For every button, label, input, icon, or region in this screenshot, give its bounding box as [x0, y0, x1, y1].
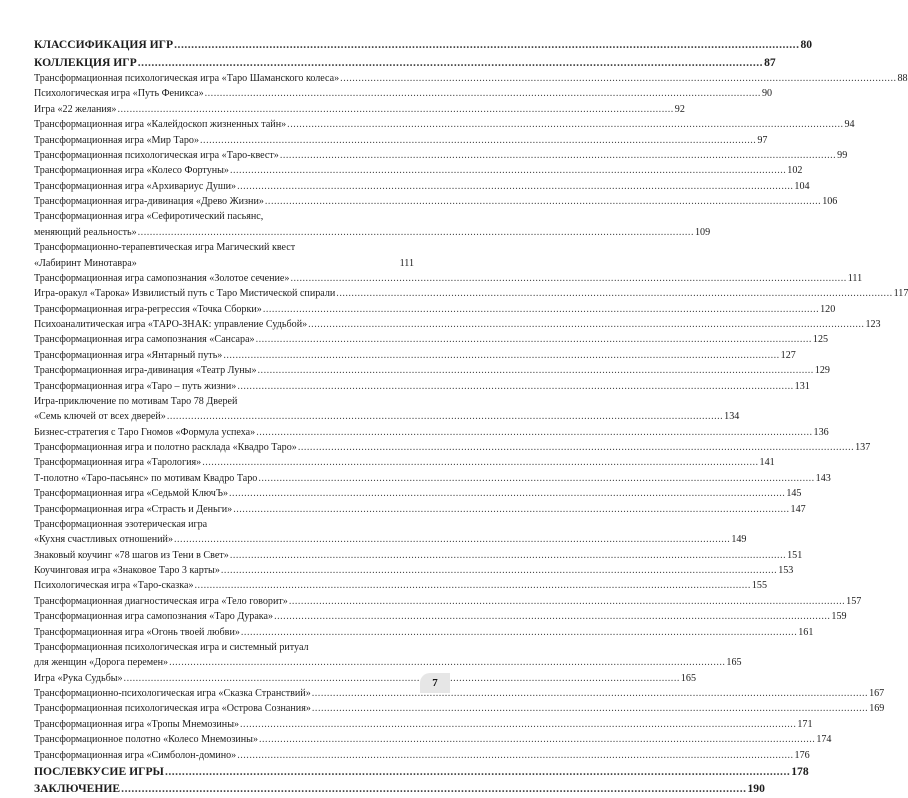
- toc-entry: [34, 240, 414, 255]
- toc-entry: [34, 548, 803, 563]
- toc-entry-title: Коучинговая игра «Знаковое Таро 3 карты»: [34, 565, 220, 576]
- toc-page-number: 137: [855, 442, 871, 453]
- toc-entry-title: Трансформационная игра «Таро – путь жизни»: [34, 380, 237, 392]
- toc-entry: [34, 425, 829, 440]
- toc-leader-dots: [336, 286, 892, 301]
- toc-entry: [34, 394, 414, 409]
- toc-entry: [34, 163, 803, 178]
- toc-entry: [34, 502, 806, 517]
- toc-entry-title: Трансформационная игра «Архивариус Души»: [34, 180, 237, 192]
- toc-leader-dots: [138, 225, 694, 240]
- toc-entry: [34, 748, 810, 763]
- toc-page-number: 190: [747, 782, 765, 796]
- toc-leader-dots: [280, 148, 836, 163]
- toc-page-number: 111: [399, 257, 414, 269]
- toc-entry-title: Трансформационная эзотерическая игра: [34, 518, 208, 530]
- toc-section-heading: [34, 781, 765, 798]
- toc-entry: [34, 317, 881, 332]
- toc-entry-title: Трансформационная игра «Колесо Фортуны»: [34, 165, 229, 177]
- toc-leader-dots: [233, 502, 789, 517]
- toc-entry-title: Трансформационная игра «Калейдоскоп жизненных тайн»: [34, 119, 287, 131]
- toc-page-number: 157: [846, 595, 862, 607]
- toc-page-number: 88: [897, 73, 908, 84]
- toc-entry-title: «Кухня счастливых отношений»: [34, 534, 173, 546]
- toc-entry-title: для женщин «Дорога перемен»: [34, 657, 169, 669]
- toc-page-number: 125: [812, 334, 829, 346]
- toc-page-number: 109: [694, 226, 711, 238]
- toc-page-number: 129: [814, 365, 830, 377]
- toc-entry-title: меняющий реальность»: [34, 226, 137, 238]
- toc-entry-title: «Лабиринт Минотавра»: [34, 257, 137, 269]
- toc-leader-dots: [121, 781, 746, 798]
- toc-entry-title: Трансформационная игра самопознания «Золотое сечение»: [34, 272, 290, 284]
- toc-page-number: 104: [794, 180, 810, 192]
- toc-entry: [34, 609, 847, 624]
- toc-page-number: 92: [674, 103, 685, 115]
- toc-entry: [34, 471, 831, 486]
- toc-entry-title: Трансформационная психологическая игра «Острова Сознания»: [34, 703, 311, 715]
- toc-entry-title: Трансформационное полотно «Колесо Мнемозины»: [34, 734, 258, 746]
- toc-leader-dots: [124, 671, 680, 686]
- toc-entry-title: Трансформационная игра и полотно расклада «Квадро Таро»: [34, 442, 297, 453]
- toc-page-number: 171: [797, 718, 813, 730]
- toc-page-number: 123: [865, 319, 881, 330]
- toc-entry-title: Трансформационная игра «Янтарный путь»: [34, 349, 223, 361]
- toc-entry-title: Трансформационно-психологическая игра «Сказка Странствий»: [34, 688, 311, 699]
- toc-leader-dots: [200, 133, 756, 148]
- toc-page-number: 167: [869, 688, 885, 699]
- toc-entry: [34, 455, 775, 470]
- toc-leader-dots: [263, 302, 819, 317]
- toc-leader-dots: [237, 179, 793, 194]
- toc-entry-title: Трансформационная игра «Мир Таро»: [34, 134, 200, 146]
- toc-section-heading: [34, 55, 776, 72]
- toc-entry-title: КОЛЛЕКЦИЯ ИГР: [34, 55, 137, 69]
- toc-entry-title: Игра «Рука Судьбы»: [34, 672, 123, 684]
- toc-entry: [34, 563, 794, 578]
- toc-entry: [34, 363, 830, 378]
- toc-entry-title: Трансформационная игра самопознания «Сансара»: [34, 334, 255, 346]
- toc-page-number: 87: [764, 55, 776, 69]
- toc-leader-dots: [205, 86, 761, 101]
- toc-entry: [34, 701, 885, 716]
- toc-page-number: 131: [794, 380, 810, 392]
- toc-entry: [34, 732, 832, 747]
- toc-entry-title: Игра «22 желания»: [34, 103, 117, 115]
- toc-entry-title: Трансформационная игра «Таролoгия»: [34, 457, 202, 469]
- toc-leader-dots: [169, 655, 725, 670]
- toc-entry-title: Трансформационная игра «Седьмой КлючЪ»: [34, 488, 229, 500]
- toc-entry-title: Психоаналитическая игра «ТАРО-ЗНАК: управление Судьбой»: [34, 319, 308, 330]
- toc-leader-dots: [312, 701, 868, 716]
- toc-entry: [34, 209, 414, 224]
- toc-leader-dots: [308, 317, 864, 332]
- toc-entry: [34, 286, 908, 301]
- toc-entry: [34, 640, 414, 655]
- toc-leader-dots: [258, 471, 814, 486]
- toc-leader-dots: [165, 764, 790, 781]
- toc-leader-dots: [274, 609, 830, 624]
- toc-page-number: 80: [800, 38, 813, 51]
- toc-entry: [34, 532, 747, 547]
- toc-page-number: 174: [816, 734, 832, 746]
- toc-entry-title: Трансформационная игра «Огонь твоей любви»: [34, 626, 240, 638]
- toc-page-number: 151: [787, 549, 803, 561]
- toc-entry: [34, 440, 871, 455]
- toc-leader-dots: [340, 71, 896, 86]
- toc-leader-dots: [138, 55, 763, 72]
- toc-entry: [34, 225, 711, 240]
- toc-entry-title: Трансформационная игра «Страсть и Деньги»: [34, 503, 233, 515]
- toc-entry: [34, 625, 814, 640]
- page-number: 7: [432, 677, 438, 689]
- toc-entry: [34, 179, 810, 194]
- toc-leader-dots: [237, 748, 793, 763]
- toc-leader-dots: [258, 363, 814, 378]
- toc-entry: [34, 348, 796, 363]
- toc-leader-dots: [240, 717, 796, 732]
- toc-entry-title: Т-полотно «Таро-пасьянс» по мотивам Квадро Таро: [34, 472, 258, 484]
- toc-leader-dots: [167, 409, 723, 424]
- toc-entry-title: «Семь ключей от всех дверей»: [34, 411, 166, 423]
- toc-leader-dots: [298, 440, 854, 455]
- toc-entry-title: Психологическая игра «Таро-сказка»: [34, 580, 194, 592]
- toc-leader-dots: [230, 548, 786, 563]
- toc-page-number: 134: [724, 411, 740, 423]
- toc-entry-title: Трансформационно-терапевтическая игра Магический квест: [34, 242, 296, 254]
- toc-page-number: 117: [893, 288, 908, 300]
- toc-entry-title: ЗАКЛЮЧЕНИЕ: [34, 782, 121, 796]
- toc-section-heading: [34, 764, 809, 781]
- toc-leader-dots: [230, 163, 786, 178]
- toc-entry-title: КЛАССИФИКАЦИЯ ИГР: [34, 38, 174, 51]
- toc-page-number: 90: [761, 88, 773, 100]
- toc-entry: [34, 194, 838, 209]
- toc-page-number: 97: [757, 134, 768, 146]
- toc-page-number: 136: [813, 426, 829, 438]
- toc-entry: [34, 717, 813, 732]
- toc-leader-dots: [259, 732, 815, 747]
- toc-entry: [34, 86, 773, 101]
- toc-page-number: 106: [822, 196, 838, 207]
- toc-entry: [34, 409, 740, 424]
- toc-page-number: 147: [790, 503, 806, 515]
- toc-page-number: 178: [791, 764, 809, 778]
- toc-entry: [34, 71, 908, 86]
- toc-leader-dots: [287, 117, 843, 132]
- toc-page-number: 143: [815, 472, 831, 484]
- toc-entry: [34, 578, 767, 593]
- toc-entry: [34, 517, 414, 532]
- toc-entry-title: Трансформационная игра-дивинация «Театр Луны»: [34, 365, 257, 377]
- toc-entry: [34, 148, 848, 163]
- toc-leader-dots: [256, 332, 812, 347]
- toc-page-number: 159: [831, 611, 847, 623]
- toc-leader-dots: [202, 455, 758, 470]
- toc-section-heading: [34, 37, 813, 54]
- toc-leader-dots: [229, 486, 785, 501]
- toc-leader-dots: [312, 686, 868, 701]
- toc-entry: [34, 102, 685, 117]
- toc-entry-title: Трансформационная игра «Сефиротический пасьянс,: [34, 211, 264, 223]
- toc-leader-dots: [174, 37, 799, 54]
- toc-leader-dots: [195, 578, 751, 593]
- toc-leader-dots: [256, 425, 812, 440]
- toc-page-number: 127: [780, 349, 796, 361]
- toc-leader-dots: [223, 348, 779, 363]
- toc-entry: [34, 486, 802, 501]
- toc-entry-title: Трансформационная игра «Симболон-домино»: [34, 749, 237, 761]
- toc-leader-dots: [221, 563, 777, 578]
- toc-leader-dots: [265, 194, 821, 209]
- toc-entry-title: Трансформационная психологическая игра «Таро Шаманского колеса»: [34, 73, 340, 84]
- toc-entry: [34, 302, 836, 317]
- toc-entry-title: Трансформационная психологическая игра «Таро-квест»: [34, 149, 279, 161]
- toc-entry-title: Трансформационная игра «Тропы Мнемозины»: [34, 718, 240, 730]
- toc-entry-title: Психологическая игра «Путь Феникса»: [34, 88, 204, 100]
- toc-entry: [34, 686, 885, 701]
- table-of-contents: [34, 37, 908, 798]
- toc-entry-title: Бизнес-стратегия с Таро Гномов «Формула успеха»: [34, 426, 256, 438]
- page-number-tab: [420, 673, 450, 693]
- toc-entry-title: Игра-оракул «Тарока» Извилистый путь с Таро Мистической спирали: [34, 288, 336, 300]
- toc-page-number: 165: [680, 672, 696, 684]
- toc-page-number: 165: [726, 657, 742, 669]
- toc-leader-dots: [174, 532, 730, 547]
- toc-entry: [34, 133, 768, 148]
- toc-entry-title: Трансформационная диагностическая игра «Тело говорит»: [34, 595, 288, 607]
- toc-page-number: 169: [869, 703, 885, 715]
- toc-page-number: 111: [847, 272, 863, 284]
- toc-page-number: 120: [820, 303, 836, 315]
- toc-page-number: 102: [787, 165, 803, 177]
- toc-entry-title: Игра-приключение по мотивам Таро 78 Дверей: [34, 395, 238, 407]
- toc-entry-title: ПОСЛЕВКУСИЕ ИГРЫ: [34, 764, 164, 778]
- toc-leader-dots: [289, 594, 845, 609]
- toc-entry: [34, 655, 742, 670]
- toc-entry: [34, 332, 829, 347]
- toc-page-number: 176: [794, 749, 810, 761]
- toc-leader-dots: [241, 625, 797, 640]
- toc-leader-dots: [117, 102, 673, 117]
- toc-entry-title: Трансформационная игра-регрессия «Точка Сборки»: [34, 303, 262, 315]
- toc-page-number: 145: [786, 488, 802, 500]
- toc-entry-title: Трансформационная игра самопознания «Таро Дурака»: [34, 611, 274, 623]
- toc-entry: [34, 256, 414, 271]
- toc-page-number: 161: [798, 626, 814, 638]
- toc-page-number: 149: [731, 534, 747, 546]
- toc-leader-dots: [237, 379, 793, 394]
- toc-entry-title: Трансформационная игра-дивинация «Древо Жизни»: [34, 196, 264, 207]
- toc-entry: [34, 117, 855, 132]
- toc-entry: [34, 379, 810, 394]
- toc-page-number: 155: [751, 580, 767, 592]
- toc-page-number: 94: [844, 119, 855, 131]
- toc-entry: [34, 594, 862, 609]
- toc-entry: [34, 271, 863, 286]
- toc-page-number: 141: [759, 457, 775, 469]
- toc-leader-dots: [290, 271, 846, 286]
- toc-page-number: 99: [837, 149, 848, 161]
- toc-entry-title: Знаковый коучинг «78 шагов из Тени в Свет»: [34, 549, 229, 561]
- toc-entry-title: Трансформационная психологическая игра и системный ритуал: [34, 641, 309, 653]
- toc-entry: [34, 671, 696, 686]
- toc-page-number: 153: [778, 565, 794, 576]
